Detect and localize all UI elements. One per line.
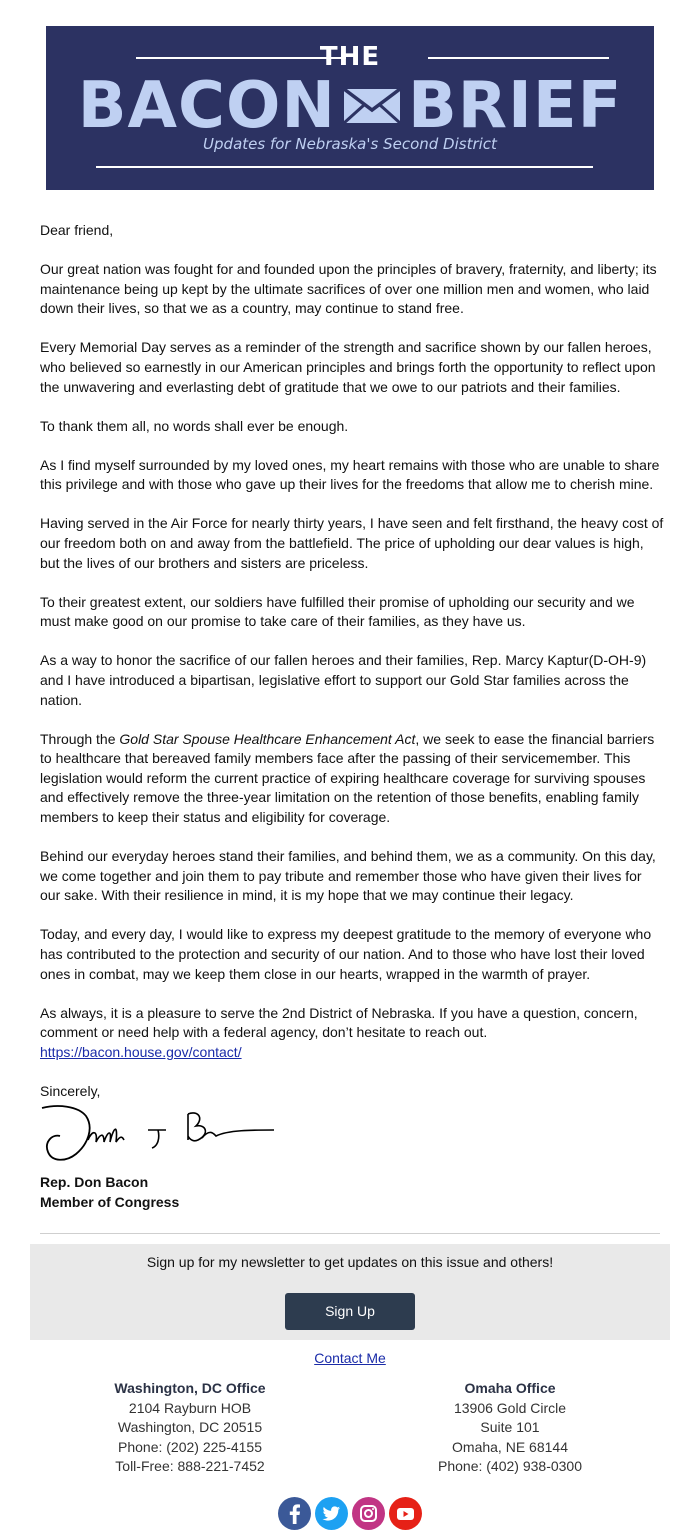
signup-text: Sign up for my newsletter to get updates on this issue and others! xyxy=(146,1254,554,1270)
contact-me-link[interactable]: Contact Me xyxy=(314,1350,386,1366)
office-line: Phone: (402) 938-0300 xyxy=(438,1458,582,1475)
office-line: Toll-Free: 888-221-7452 xyxy=(115,1458,265,1475)
signer-name: Rep. Don Bacon xyxy=(40,1174,149,1190)
paragraph: As I find myself surrounded by my loved ones, my heart remains with those who are unable to share this privilege and with those who gave up their lives for the freedoms that allow me to cherish mine. xyxy=(40,456,660,493)
signer-block xyxy=(40,1172,179,1212)
paragraph: As a way to honor the sacrifice of our fallen heroes and their families, Rep. Marcy Kaptur(D-OH-9) and I have introduced a bipartisan, legislative effort to support our Gold Star families across the nation. xyxy=(40,652,647,708)
letter-body xyxy=(40,221,665,1121)
banner-title xyxy=(46,68,654,144)
facebook-icon[interactable] xyxy=(278,1497,311,1530)
office-line: Suite 101 xyxy=(480,1419,540,1436)
paragraph: Behind our everyday heroes stand their families, and behind them, we as a community. On this day, we come together and join them to pay tribute and remember those who have given their lives for our sake. With their resilience in mind, it is my hope that we may continue their legacy. xyxy=(40,848,656,904)
signature xyxy=(38,1100,278,1170)
dc-office xyxy=(90,1379,290,1477)
contact-url-link[interactable]: https://bacon.house.gov/contact/ xyxy=(40,1043,242,1060)
banner-word-brief: BRIEF xyxy=(407,69,623,143)
instagram-icon[interactable] xyxy=(352,1497,385,1530)
newsletter-signup xyxy=(30,1244,670,1340)
signer-title: Member of Congress xyxy=(40,1194,180,1210)
paragraph xyxy=(40,730,665,828)
paragraph: To thank them all, no words shall ever be enough. xyxy=(40,417,349,434)
youtube-icon[interactable] xyxy=(389,1497,422,1530)
omaha-office xyxy=(410,1379,610,1477)
paragraph: Our great nation was fought for and founded upon the principles of bravery, fraternity, and liberty; its maintenance being up kept by the ultimate sacrifices of over one million men and women, who laid down their lives, so that we as a country, may continue to stand free. xyxy=(40,261,657,317)
paragraph xyxy=(40,1004,665,1063)
paragraph-text: Through the xyxy=(40,730,120,747)
twitter-icon[interactable] xyxy=(315,1497,348,1530)
banner-rule xyxy=(96,166,593,168)
office-line: Washington, DC 20515 xyxy=(117,1419,263,1436)
sign-up-button[interactable]: Sign Up xyxy=(285,1293,415,1330)
office-line: Omaha, NE 68144 xyxy=(452,1438,568,1455)
closing: Sincerely, xyxy=(40,1083,101,1099)
office-name: Omaha Office xyxy=(464,1380,556,1396)
paragraph-text: , we seek to ease the financial barriers to healthcare that bereaved family members face after the passing of their servicemember. This legislation would reform the current practice of expiring healthcare coverage for surviving spouses and effectively remove the three-year limitation on the retention of those benefits, enabling family members to keep their status and eligibility for coverage. xyxy=(40,730,655,826)
divider xyxy=(40,1233,660,1234)
social-links xyxy=(278,1497,426,1530)
bill-name: Gold Star Spouse Healthcare Enhancement Act xyxy=(119,730,416,747)
contact-me xyxy=(0,1350,700,1366)
envelope-icon xyxy=(342,85,402,127)
office-line: 13906 Gold Circle xyxy=(453,1399,567,1416)
office-line: Phone: (202) 225-4155 xyxy=(118,1438,262,1455)
banner-subtitle: Updates for Nebraska's Second District xyxy=(203,135,497,153)
banner-the: THE xyxy=(319,42,381,72)
paragraph: Every Memorial Day serves as a reminder of the strength and sacrifice shown by our fallen heroes, who believed so earnestly in our American principles and brings forth the opportunity to reflect upon the unwavering and everlasting debt of gratitude that we owe to our patriots and their families. xyxy=(40,339,656,395)
paragraph: Today, and every day, I would like to express my deepest gratitude to the memory of everyone who has contributed to the protection and security of our nation. And to those who have lost their loved ones in combat, may we keep them close in our hearts, wrapped in the warmth of prayer. xyxy=(40,926,652,982)
paragraph: Having served in the Air Force for nearly thirty years, I have seen and felt firsthand, the heavy cost of our freedom both on and away from the battlefield. The price of upholding our dear values is high, but the lives of our brothers and sisters are priceless. xyxy=(40,515,664,571)
paragraph: To their greatest extent, our soldiers have fulfilled their promise of upholding our security and we must make good on our promise to take care of their families, as they have us. xyxy=(40,593,635,630)
banner-word-bacon: BACON xyxy=(77,69,336,143)
office-name: Washington, DC Office xyxy=(114,1380,266,1396)
office-line: 2104 Rayburn HOB xyxy=(128,1399,252,1416)
paragraph-text: As always, it is a pleasure to serve the 2nd District of Nebraska. If you have a question, concern, comment or need help with a federal agency, don’t hesitate to reach out. xyxy=(40,1004,638,1041)
greeting: Dear friend, xyxy=(40,222,114,238)
newsletter-banner xyxy=(46,26,654,190)
